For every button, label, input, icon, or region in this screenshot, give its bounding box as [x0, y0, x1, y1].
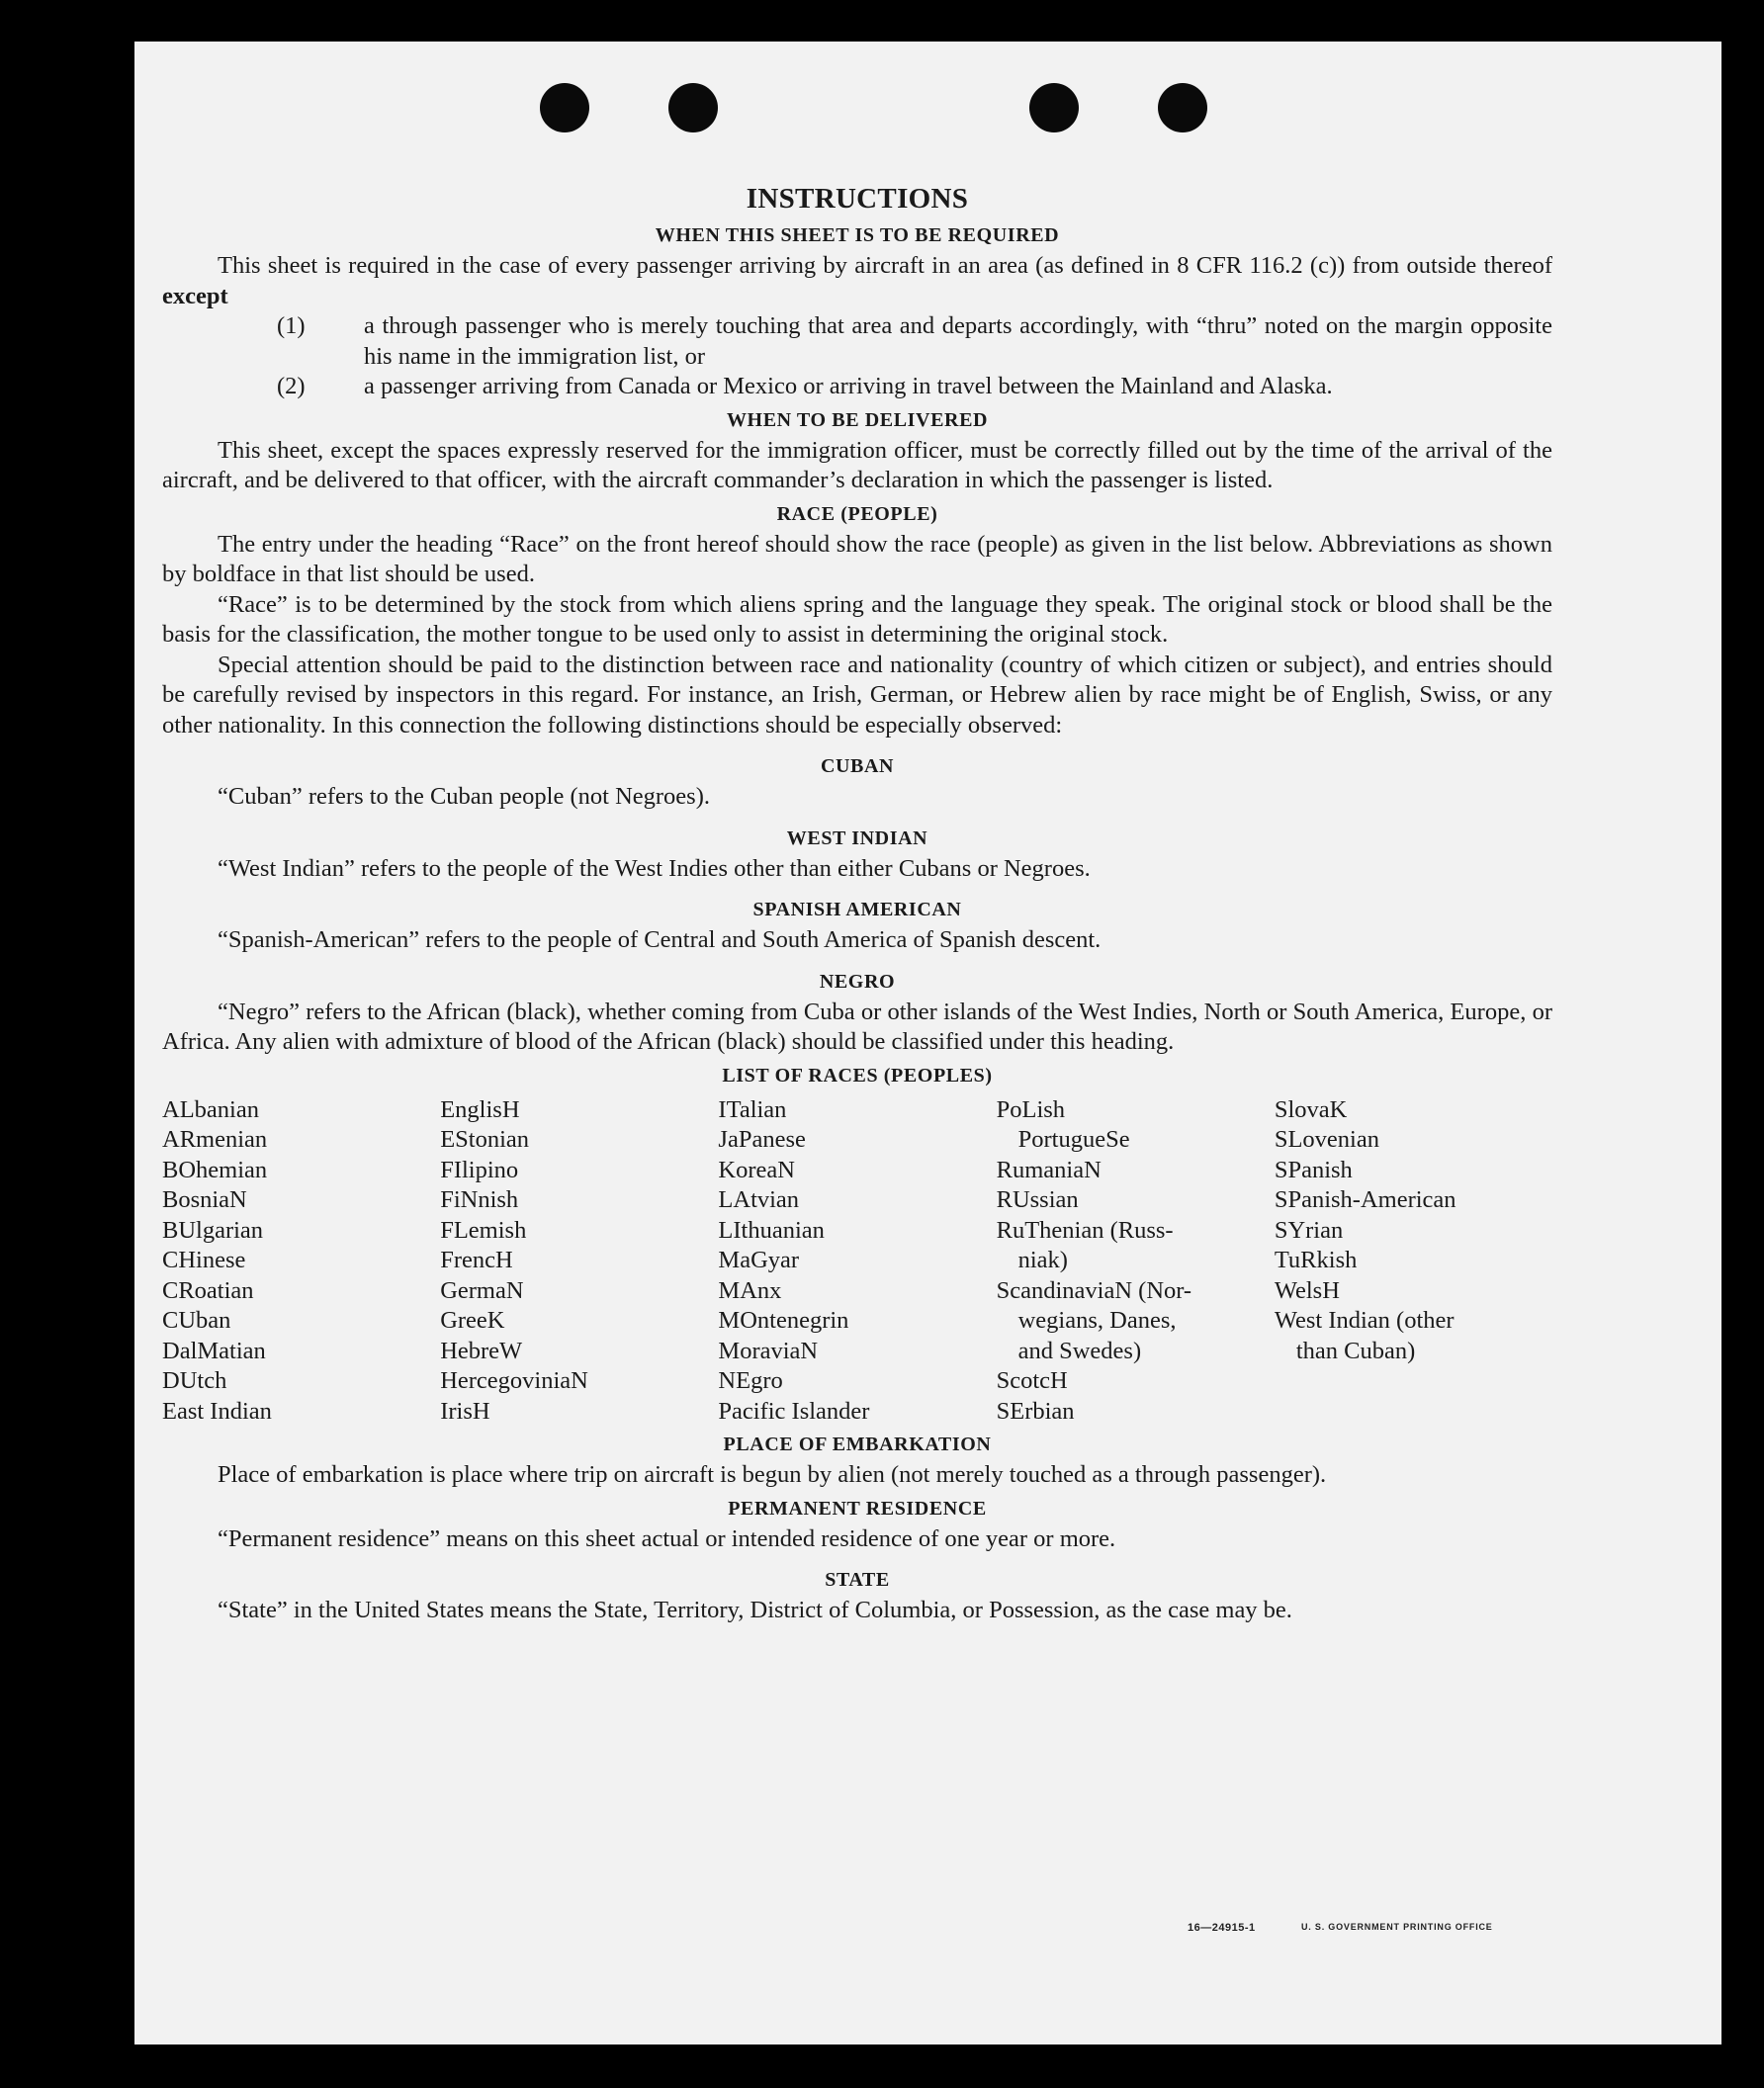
race-entry-continued: and Swedes) — [1017, 1337, 1142, 1364]
heading-cuban: CUBAN — [820, 755, 895, 777]
when-required-except: except — [162, 282, 228, 309]
heading-embarkation: PLACE OF EMBARKATION — [723, 1434, 992, 1455]
form-code: 16—24915-1 — [1188, 1922, 1256, 1934]
when-delivered-paragraph: This sheet, except the spaces expressly reserved for the immigration officer, must be correctly filled out by the time of the arrival of the aircraft, and be delivered to that officer, with the aircraft commander’s declaration in which the passenger is listed. — [162, 436, 1552, 493]
race-entry: BUlgarian — [162, 1216, 264, 1244]
heading-spanish-american: SPANISH AMERICAN — [752, 899, 962, 920]
race-entry: RuThenian (Russ- — [996, 1216, 1174, 1244]
race-paragraph: Special attention should be paid to the distinction between race and nationality (country of which citizen or subject), and entries should be carefully revised by inspectors in this regard. For instance, an Irish, German, or Hebrew alien by race might be of English, Swiss, or any other nationality. In this connection the following distinctions should be especially observed: — [162, 651, 1552, 739]
punch-hole — [1029, 83, 1079, 132]
punch-hole — [1158, 83, 1207, 132]
heading-permanent-residence: PERMANENT RESIDENCE — [728, 1497, 987, 1520]
race-entry: NEgro — [718, 1367, 783, 1394]
race-entry: FLemish — [440, 1216, 527, 1244]
races-column — [440, 1095, 718, 1428]
race-entry: East Indian — [162, 1397, 272, 1425]
page-title: INSTRUCTIONS — [746, 183, 969, 215]
negro-paragraph: “Negro” refers to the African (black), whether coming from Cuba or other islands of the West Indies, North or South America, Europe, or Africa. Any alien with admixture of blood of the African (black) should be classified under this heading. — [162, 998, 1552, 1055]
race-entry: SPanish-American — [1274, 1186, 1456, 1213]
punch-hole — [668, 83, 718, 132]
heading-when-delivered: WHEN TO BE DELIVERED — [726, 408, 989, 431]
races-column — [718, 1095, 996, 1428]
race-entry-continued: niak) — [1017, 1247, 1068, 1273]
race-entry-continued: PortugueSe — [1017, 1126, 1130, 1153]
race-entry: BosniaN — [162, 1186, 247, 1213]
race-entry: LAtvian — [718, 1186, 800, 1213]
race-paragraph: The entry under the heading “Race” on the front hereof should show the race (people) as given in the list below. Abbreviations as shown by boldface in that list should be used. — [162, 530, 1552, 587]
race-entry: CRoatian — [162, 1276, 254, 1304]
race-entry: CHinese — [162, 1247, 246, 1273]
race-entry: FiNnish — [440, 1186, 519, 1213]
heading-west-indian: WEST INDIAN — [786, 826, 928, 849]
race-entry: HercegoviniaN — [440, 1367, 588, 1394]
races-column — [1275, 1095, 1552, 1428]
race-entry: RUssian — [996, 1186, 1079, 1213]
heading-negro: NEGRO — [819, 970, 896, 993]
heading-races-list: LIST OF RACES (PEOPLES) — [722, 1064, 993, 1087]
race-entry: ARmenian — [162, 1126, 268, 1153]
embarkation-paragraph: Place of embarkation is place where trip on aircraft is begun by alien (not merely touched as a through passenger). — [218, 1461, 1327, 1488]
race-entry: EStonian — [440, 1126, 530, 1153]
exception-item — [162, 372, 1552, 402]
state-paragraph: “State” in the United States means the State, Territory, District of Columbia, or Possession, as the case may be. — [218, 1597, 1292, 1623]
race-entry: DalMatian — [162, 1337, 266, 1364]
race-entry-continued: than Cuban) — [1295, 1337, 1416, 1364]
race-entry: KoreaN — [718, 1156, 795, 1183]
exception-number: (2) — [277, 373, 306, 399]
west-indian-paragraph: “West Indian” refers to the people of the West Indies other than either Cubans or Negroes. — [218, 854, 1091, 882]
race-entry: TuRkish — [1274, 1247, 1358, 1273]
printer-imprint: U. S. GOVERNMENT PRINTING OFFICE — [1301, 1922, 1493, 1932]
race-entry: RumaniaN — [996, 1156, 1102, 1183]
race-entry: ScandinaviaN (Nor- — [996, 1276, 1192, 1304]
race-entry: PoLish — [996, 1095, 1066, 1123]
race-entry: DUtch — [162, 1367, 227, 1394]
race-entry: MoraviaN — [718, 1337, 819, 1364]
punch-hole — [540, 83, 589, 132]
race-entry: SlovaK — [1274, 1095, 1348, 1123]
race-entry: ScotcH — [996, 1367, 1068, 1394]
race-entry: GermaN — [440, 1276, 524, 1304]
race-entry: HebreW — [440, 1337, 523, 1364]
race-entry: MaGyar — [718, 1247, 800, 1273]
races-list — [162, 1095, 1552, 1428]
race-paragraph: “Race” is to be determined by the stock from which aliens spring and the language they speak. The original stock or blood shall be the basis for the classification, the mother tongue to be used only to assist in determining the original stock. — [162, 590, 1552, 648]
exception-text: a through passenger who is merely touching that area and departs accordingly, with “thru” noted on the margin opposite his name in the immigration list, or — [364, 312, 1552, 370]
race-entry: WelsH — [1274, 1276, 1340, 1304]
race-entry: SLovenian — [1274, 1126, 1379, 1153]
race-entry: MAnx — [718, 1276, 782, 1304]
when-required-paragraph — [162, 251, 1552, 311]
race-entry: JaPanese — [718, 1126, 806, 1153]
heading-when-required: WHEN THIS SHEET IS TO BE REQUIRED — [655, 224, 1060, 246]
race-entry: LIthuanian — [718, 1216, 825, 1244]
race-entry: GreeK — [440, 1307, 505, 1334]
exception-number: (1) — [277, 312, 306, 339]
race-entry: MOntenegrin — [718, 1307, 849, 1334]
race-entry: Pacific Islander — [718, 1397, 870, 1425]
spanish-american-paragraph: “Spanish-American” refers to the people of Central and South America of Spanish descent. — [218, 926, 1102, 953]
race-entry-continued: wegians, Danes, — [1017, 1307, 1177, 1334]
race-entry: SYrian — [1274, 1216, 1344, 1244]
race-entry: BOhemian — [162, 1156, 268, 1183]
when-required-text: This sheet is required in the case of every passenger arriving by aircraft in an area (as defined in 8 CFR 116.2 (c)) from outside thereof — [218, 252, 1552, 279]
race-entry: EnglisH — [440, 1095, 520, 1123]
cuban-paragraph: “Cuban” refers to the Cuban people (not Negroes). — [218, 783, 710, 810]
heading-race: RACE (PEOPLE) — [776, 502, 938, 525]
document-body — [162, 180, 1552, 1626]
exception-text: a passenger arriving from Canada or Mexico or arriving in travel between the Mainland and Alaska. — [364, 373, 1333, 399]
race-entry: FrencH — [440, 1247, 513, 1273]
exception-item — [162, 311, 1552, 372]
race-entry: IrisH — [440, 1397, 490, 1425]
race-entry: SErbian — [996, 1397, 1075, 1425]
residence-paragraph: “Permanent residence” means on this sheet actual or intended residence of one year or more. — [218, 1524, 1116, 1552]
race-entry: ALbanian — [162, 1095, 259, 1123]
race-entry: CUban — [162, 1307, 231, 1334]
race-entry: West Indian (other — [1274, 1307, 1455, 1334]
race-entry: ITalian — [718, 1095, 787, 1123]
races-column — [997, 1095, 1275, 1428]
race-entry: FIlipino — [440, 1156, 519, 1183]
document-page — [134, 42, 1721, 2044]
races-column — [162, 1095, 440, 1428]
race-entry: SPanish — [1274, 1156, 1353, 1183]
heading-state: STATE — [825, 1569, 890, 1591]
